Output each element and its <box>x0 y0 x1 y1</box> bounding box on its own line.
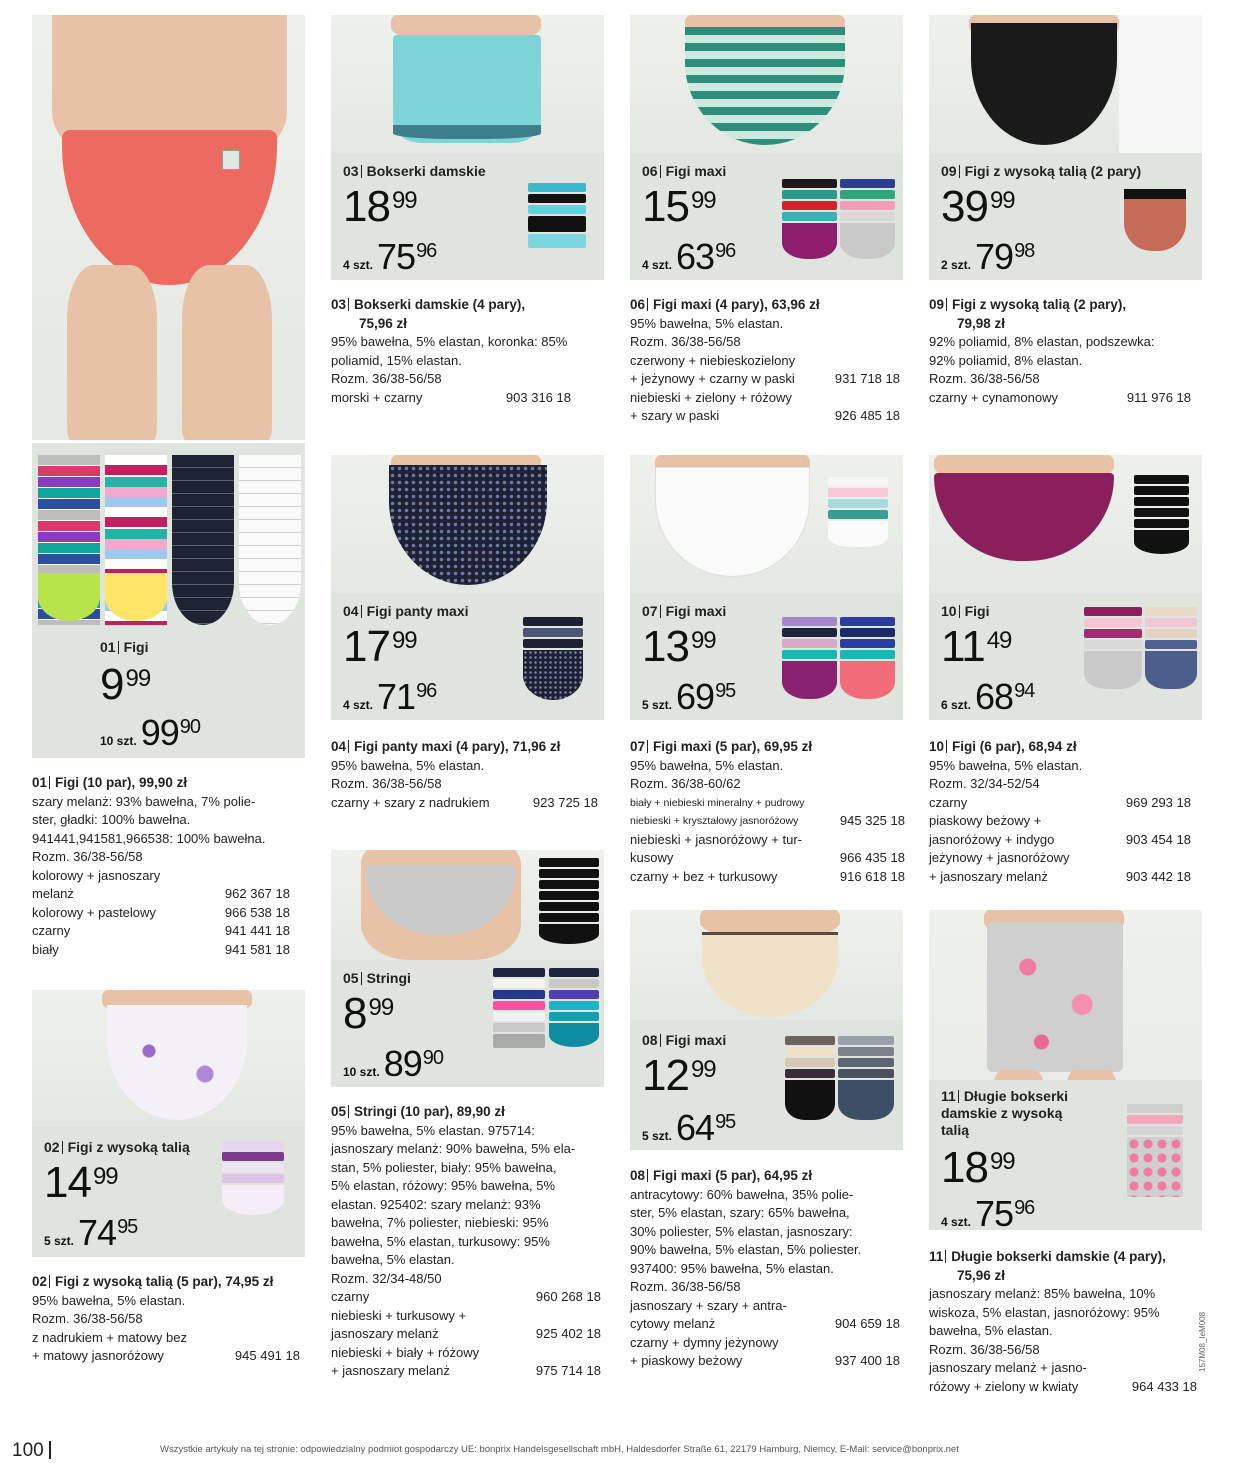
product-11-price: $18^{99}$ <box>941 1143 1015 1192</box>
product-06-photo[interactable] <box>630 15 903 153</box>
multipack-black <box>172 455 234 625</box>
product-11-multiprice: 4 szt. $75^{96}$ <box>941 1193 1035 1234</box>
product-09-multiprice: 2 szt. $79^{98}$ <box>941 236 1035 277</box>
product-03-panel <box>331 153 604 280</box>
multipack-white <box>239 455 301 625</box>
product-10-photo[interactable] <box>929 455 1202 593</box>
beige-maxi-brief <box>702 932 838 1017</box>
product-05-thumb-a <box>493 968 545 1048</box>
product-08-label: 08 Figi maxi <box>642 1032 727 1048</box>
product-02-description: 02 Figi z wysoką talią (5 par), 74,95 zł 95% bawełna, 5% elastan. Rozm. 36/38-56/58 z nadrukiem + matowy bez + matowy jasnoróżowy 945 491 18 <box>32 1274 300 1363</box>
label-patch <box>222 150 240 170</box>
side-code: 157M08_IeM008 <box>1198 1311 1207 1372</box>
product-05-thumb-b <box>549 968 599 1047</box>
product-06-thumb-a <box>782 179 837 259</box>
product-07-pastel-stack <box>828 477 888 547</box>
coral-brief <box>62 130 277 285</box>
product-10-label: 10 Figi <box>941 603 990 619</box>
product-01-price: $9^{99}$ <box>100 660 151 709</box>
product-09-photo[interactable] <box>929 15 1202 153</box>
product-11-label: 11 Długie bokserki damskie z wysoką talią <box>941 1088 1069 1138</box>
product-10-thumb-a <box>1084 607 1142 689</box>
product-09-price: $39^{99}$ <box>941 182 1015 231</box>
product-07-thumb-a <box>782 617 837 699</box>
footer-legal-text: Wszystkie artykuły na tej stronie: odpowiedzialny podmiot gospodarczy UE: bonprix Handelsgesellschaft mbH, Haldesdorfer Straße 61, 22179 Hamburg, Niemcy, E-Mail: service@bonprix.net <box>160 1444 959 1455</box>
product-06-panel <box>630 153 903 280</box>
product-04-thumb <box>523 617 583 700</box>
product-01-label: 01 Figi <box>100 639 149 655</box>
product-11-panel <box>929 1080 1202 1234</box>
product-08-photo[interactable] <box>630 910 903 1020</box>
product-01-multiprice: 10 szt. $99^{90}$ <box>100 712 200 753</box>
product-06-price: $15^{99}$ <box>642 182 716 231</box>
floral-high-waist-brief <box>107 1005 247 1120</box>
product-06-description: 06 Figi maxi (4 pary), 63,96 zł 95% bawełna, 5% elastan. Rozm. 36/38-56/58 czerwony + niebieskozielony + jeżynowy + czarny w paski 931 718 18 niebieski + zielony + różowy + szary w paski 926 485 18 <box>630 297 900 423</box>
product-08-multiprice: 5 szt. $64^{95}$ <box>642 1107 736 1148</box>
product-03-label: 03 Bokserki damskie <box>343 163 486 179</box>
product-05-label: 05 Stringi <box>343 970 411 986</box>
product-02-panel <box>32 1127 305 1257</box>
product-04-photo[interactable] <box>331 455 604 593</box>
product-11-thumb <box>1127 1104 1183 1197</box>
product-07-price: $13^{99}$ <box>642 622 716 671</box>
berry-brief <box>934 473 1114 561</box>
product-01-panel <box>32 443 305 758</box>
product-02-label: 02 Figi z wysoką talią <box>44 1139 190 1155</box>
product-05-multiprice: 10 szt. $89^{90}$ <box>343 1043 443 1084</box>
product-01-description: 01 Figi (10 par), 99,90 zł szary melanż: 93% bawełna, 7% polie- ster, gładki: 100% bawełna. 941441,941581,966538: 100% bawełna. Rozm. 36/38-56/58 kolorowy + jasnoszary melanż 962 367 18 kolorowy + pastelowy 966 538 18 czarny 941 441 18 biały 941 581 18 <box>32 775 290 957</box>
product-08-thumb-b <box>838 1036 894 1120</box>
black-high-waist-brief <box>971 23 1117 145</box>
product-10-thumb-b <box>1145 607 1197 689</box>
product-03-price: $18^{99}$ <box>343 182 417 231</box>
product-10-black-stack <box>1134 475 1189 554</box>
product-02-photo[interactable] <box>32 990 305 1127</box>
striped-maxi-brief <box>685 27 845 145</box>
product-03-thumb <box>528 183 586 248</box>
black-string-stack <box>539 858 599 944</box>
product-07-thumb-b <box>840 617 895 699</box>
product-07-description: 07 Figi maxi (5 par), 69,95 zł 95% bawełna, 5% elastan. Rozm. 36/38-60/62 biały + niebieski mineralny + pudrowy niebieski + kryształowy jasnoróżowy 945 325 18 niebieski + jasnoróżowy + tur- kusowy 966 435 18 czarny + bez + turkusowy 916 618 18 <box>630 739 905 884</box>
product-06-label: 06 Figi maxi <box>642 163 727 179</box>
product-03-photo[interactable] <box>331 15 604 153</box>
product-11-description: 11 Długie bokserki damskie (4 pary), 75,96 zł jasnoszary melanż: 85% bawełna, 10% wiskoza, 5% elastan, jasnoróżowy: 95% bawełna, 5% elastan. Rozm. 36/38-56/58 jasnoszary melanż + jasno- różowy + zielony w kwiaty 964 433 18 <box>929 1249 1197 1394</box>
product-10-multiprice: 6 szt. $68^{94}$ <box>941 676 1035 717</box>
product-06-thumb-b <box>840 179 895 259</box>
product-08-price: $12^{99}$ <box>642 1051 716 1100</box>
product-03-multiprice: 4 szt. $75^{96}$ <box>343 236 437 277</box>
product-07-panel <box>630 593 903 720</box>
product-09-panel <box>929 153 1202 280</box>
product-04-panel <box>331 593 604 720</box>
product-07-label: 07 Figi maxi <box>642 603 727 619</box>
product-08-description: 08 Figi maxi (5 par), 64,95 zł antracytowy: 60% bawełna, 35% polie- ster, 5% elastan, szary: 65% bawełna, 30% poliester, 5% elastan, jasnoszary: 90% bawełna, 5% elastan, 5% poliester. 937400: 95% bawełna, 5% elastan. Rozm. 36/38-56/58 jasnoszary + szary + antra- cytowy melanż 904 659 18 czarny + dymny jeżynowy + piaskowy beżowy 937 400 18 <box>630 1168 900 1368</box>
product-02-multiprice: 5 szt. $74^{95}$ <box>44 1212 138 1253</box>
product-01-photo[interactable] <box>32 15 305 440</box>
product-04-description: 04 Figi panty maxi (4 pary), 71,96 zł 95% bawełna, 5% elastan. Rozm. 36/38-56/58 czarny + szary z nadrukiem 923 725 18 <box>331 739 598 810</box>
product-10-description: 10 Figi (6 par), 68,94 zł 95% bawełna, 5% elastan. Rozm. 32/34-52/54 czarny 969 293 18 piaskowy beżowy + jasnoróżowy + indygo 903 454 18 jeżynowy + jasnoróżowy + jasnoszary melanż 903 442 18 <box>929 739 1191 884</box>
product-09-description: 09 Figi z wysoką talią (2 pary), 79,98 zł 92% poliamid, 8% elastan, podszewka: 92% poliamid, 8% elastan. Rozm. 36/38-56/58 czarny + cynamonowy 911 976 18 <box>929 297 1191 405</box>
product-08-thumb-a <box>785 1036 835 1120</box>
product-05-panel <box>331 960 604 1087</box>
white-maxi-brief <box>655 467 810 577</box>
product-04-multiprice: 4 szt. $71^{96}$ <box>343 676 437 717</box>
product-08-panel <box>630 1020 903 1150</box>
product-05-photo[interactable] <box>331 850 604 960</box>
product-10-price: $11^{49}$ <box>941 622 1012 671</box>
page-number: 100 <box>12 1440 51 1462</box>
product-10-panel <box>929 593 1202 720</box>
product-07-multiprice: 5 szt. $69^{95}$ <box>642 676 736 717</box>
product-07-photo[interactable] <box>630 455 903 593</box>
product-02-price: $14^{99}$ <box>44 1158 118 1207</box>
product-04-label: 04 Figi panty maxi <box>343 603 469 619</box>
product-09-label: 09 Figi z wysoką talią (2 pary) <box>941 163 1142 179</box>
product-03-description: 03 Bokserki damskie (4 pary), 75,96 zł 95% bawełna, 5% elastan, koronka: 85% poliamid, 15% elastan. Rozm. 36/38-56/58 morski + czarny 903 316 18 <box>331 297 571 405</box>
product-05-description: 05 Stringi (10 par), 89,90 zł 95% bawełna, 5% elastan. 975714: jasnoszary melanż: 90% bawełna, 5% ela- stan, 5% poliester, biały: 95% bawełna, 5% elastan, różowy: 95% bawełna, 5% elastan. 925402: szary melanż: 93% bawełna, 7% poliester, niebieski: 95% bawełna, 5% elastan, turkusowy: 95% bawełna, 5% elastan. Rozm. 32/34-48/50 czarny 960 268 18 niebieski + turkusowy + jasnoszary melanż 925 402 18 niebieski + biały + różowy + jasnoszary melanż 975 714 18 <box>331 1104 601 1378</box>
printed-panty <box>389 465 547 585</box>
product-06-multiprice: 4 szt. $63^{96}$ <box>642 236 736 277</box>
product-05-price: $8^{99}$ <box>343 989 394 1038</box>
product-04-price: $17^{99}$ <box>343 622 417 671</box>
product-09-thumb <box>1124 189 1186 251</box>
floral-long-boxer <box>987 922 1123 1072</box>
product-02-thumb <box>222 1141 284 1215</box>
